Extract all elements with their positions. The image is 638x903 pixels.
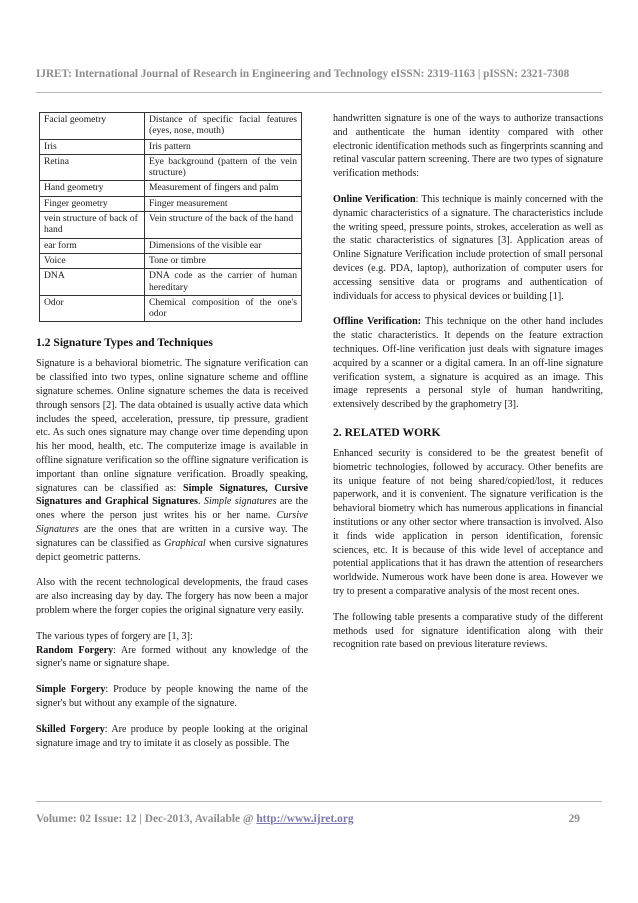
trait-description-cell: Eye background (pattern of the vein structure)	[145, 154, 302, 181]
page-number: 29	[568, 813, 580, 825]
section-heading-related-work: 2. RELATED WORK	[333, 425, 441, 439]
trait-name-cell: Facial geometry	[40, 113, 145, 140]
trait-description-cell: Chemical composition of the one's odor	[145, 295, 302, 322]
trait-name-cell: Iris	[40, 139, 145, 154]
right-column	[333, 112, 603, 664]
paragraph-simple-forgery: Simple Forgery: Produce by people knowing the name of the signer's but without any example of the signature.	[36, 684, 308, 709]
paragraph-forgery-types: The various types of forgery are [1, 3]: Random Forgery: Are formed without any knowledge of the signer's name or signature shape.	[36, 630, 308, 670]
paragraph-signature-intro: Signature is a behavioral biometric. The signature verification can be classified into two types, online signature scheme and offline signature schemes. Online signature schemes the data is received through sensors [2]. The data obtained is usually active data which includes the speed, acceleration, pressure, tip pressure, gradient etc. As such ones signature may change over time depending upon his her mood, health, etc. The computerize image is available in offline signature verification so the offline signature verification is important than online signature verification. Broadly speaking, signatures can be classified as: Simple Signatures, Cursive Signatures and Graphical Signatures. Simple signatures are the ones where the person just writes his or her name. Cursive Signatures are the ones that are written in a cursive way. The signatures can be classified as Graphical when cursive signatures depict geometric patterns.	[36, 358, 309, 563]
trait-description-cell: Vein structure of the back of the hand	[145, 212, 302, 239]
paragraph-online-verification: Online Verification: This technique is mainly concerned with the dynamic characteristics of a signature. The characteristics include the writing speed, pressure points, strokes, acceleration as well as the static characteristics of signatures [3]. Application areas of Online Signature Verification include protection of small personal devices (e.g. PDA, laptop), authorization of computer users for accessing sensitive data or programs and authentication of individuals for access to physical devices or building [1].	[333, 193, 603, 302]
trait-name-cell: Hand geometry	[40, 181, 145, 196]
table-row	[40, 212, 302, 239]
table-row	[40, 238, 302, 253]
trait-name-cell: DNA	[40, 269, 145, 296]
paragraph-comparative-table: The following table presents a comparative study of the different methods used for signature identification along with their recognition rate based on previous literature reviews.	[333, 611, 603, 651]
trait-name-cell: Voice	[40, 253, 145, 268]
trait-name-cell: vein structure of back of hand	[40, 212, 145, 239]
paragraph-skilled-forgery: Skilled Forgery: Are produce by people looking at the original signature image and try to imitate it as closely as possible. The	[36, 723, 308, 749]
left-column	[36, 112, 308, 750]
footer-volume-info: Volume: 02 Issue: 12 | Dec-2013, Available @	[36, 813, 257, 825]
table-row	[40, 253, 302, 268]
trait-description-cell: Tone or timbre	[145, 253, 302, 268]
footer-divider	[36, 801, 602, 802]
table-row	[40, 181, 302, 196]
trait-name-cell: Odor	[40, 295, 145, 322]
paragraph-related-work: Enhanced security is considered to be the greatest benefit of biometric technologies, followed by accuracy. Other benefits are its unique feature of not being shared/copied/lost, it reduces paperwork, and it is convenient. The signature verification is the behavioral biometry which has numerous applications in financial institutions or any other sector where transaction is involved. Also it finds wide application in person identification, forensic sciences, etc. It is because of this wide level of acceptance and potential applications that it has drawn the attention of researchers worldwide. Numerous work have been done is area. However we try to present a comparative analysis of the most recent ones.	[333, 447, 603, 597]
journal-header: IJRET: International Journal of Research in Engineering and Technology eISSN: 2319-1163 | pISSN: 2321-7308	[36, 68, 570, 80]
journal-link[interactable]: http://www.ijret.org	[256, 813, 354, 825]
trait-description-cell: Measurement of fingers and palm	[145, 181, 302, 196]
table-row	[40, 113, 302, 140]
biometric-traits-table	[39, 112, 302, 322]
header-divider	[36, 92, 602, 93]
trait-name-cell: Finger geometry	[40, 196, 145, 211]
table-row	[40, 139, 302, 154]
trait-description-cell: Iris pattern	[145, 139, 302, 154]
trait-name-cell: Retina	[40, 154, 145, 181]
table-row	[40, 269, 302, 296]
trait-description-cell: DNA code as the carrier of human hereditary	[145, 269, 302, 296]
trait-description-cell: Dimensions of the visible ear	[145, 238, 302, 253]
trait-description-cell: Finger measurement	[145, 196, 302, 211]
table-row	[40, 295, 302, 322]
trait-name-cell: ear form	[40, 238, 145, 253]
paragraph-fraud: Also with the recent technological developments, the fraud cases are also increasing day by day. The forgery has now been a major problem where the forger copies the original signature very easily.	[36, 577, 308, 616]
page-footer	[36, 813, 602, 825]
paragraph-handwritten-signature: handwritten signature is one of the ways to authorize transactions and authenticate the human identity compared with other electronic identification methods such as fingerprints scanning and retinal vascular pattern screening. There are two types of signature verification methods:	[333, 113, 603, 180]
table-row	[40, 154, 302, 181]
section-heading-signature-types: 1.2 Signature Types and Techniques	[36, 336, 213, 350]
table-row	[40, 196, 302, 211]
paragraph-offline-verification: Offline Verification: This technique on the other hand includes the static characteristics. It depends on the feature extraction techniques. Off-line verification just deals with signature images acquired by a scanner or a digital camera. In an off-line signature verification system, a signature is acquired as an image. This image represents a personal style of human handwriting, extensively described by the graphometry [3].	[333, 316, 604, 411]
trait-description-cell: Distance of specific facial features (eyes, nose, mouth)	[145, 113, 302, 140]
